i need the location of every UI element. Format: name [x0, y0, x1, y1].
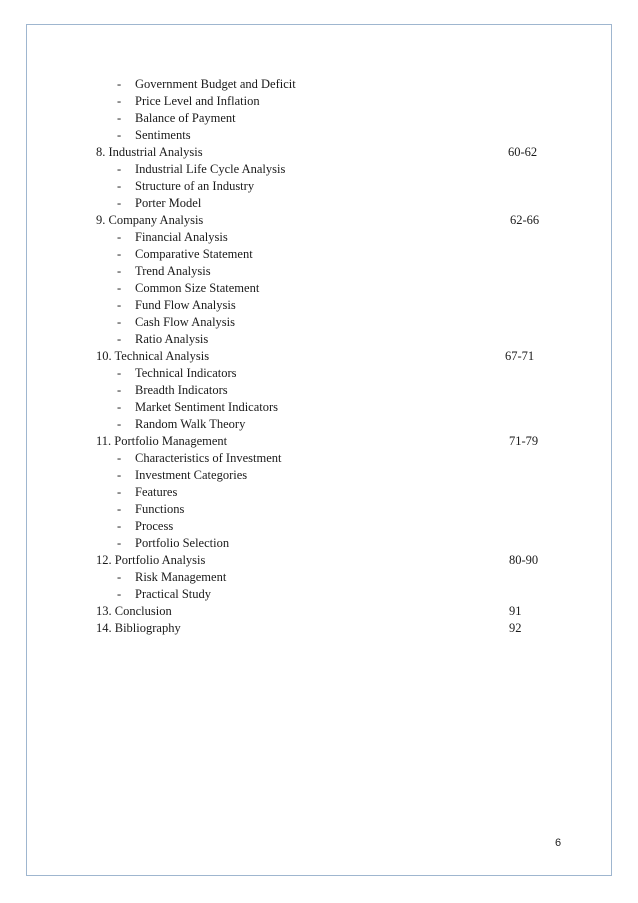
toc-entry-pages: 71-79 — [509, 434, 539, 448]
toc-subitem — [0, 382, 638, 399]
toc-subitem — [0, 110, 638, 127]
toc-entry-label: 9. Company Analysis — [96, 213, 204, 227]
toc-entry-pages: 80-90 — [509, 553, 539, 567]
bullet-dash: - — [117, 111, 122, 125]
toc-subitem — [0, 161, 638, 178]
bullet-dash: - — [117, 383, 122, 397]
toc-subitem — [0, 416, 638, 433]
toc-subitem — [0, 569, 638, 586]
toc-entry-label: 10. Technical Analysis — [96, 349, 210, 363]
toc-subitem — [0, 263, 638, 280]
bullet-dash: - — [117, 281, 122, 295]
bullet-dash: - — [117, 162, 122, 176]
toc-subitem — [0, 76, 638, 93]
toc-subitem — [0, 280, 638, 297]
toc-subitem-label: Comparative Statement — [135, 247, 253, 261]
toc-subitem — [0, 314, 638, 331]
bullet-dash: - — [117, 451, 122, 465]
toc-subitem-label: Fund Flow Analysis — [135, 298, 236, 312]
toc-subitem-label: Market Sentiment Indicators — [135, 400, 279, 414]
toc-subitem — [0, 246, 638, 263]
bullet-dash: - — [117, 587, 122, 601]
toc-subitem-label: Portfolio Selection — [135, 536, 230, 550]
toc-entry — [0, 620, 638, 637]
toc-entry-pages: 60-62 — [508, 145, 538, 159]
toc-subitem-label: Balance of Payment — [135, 111, 236, 125]
toc-subitem — [0, 535, 638, 552]
toc-entry — [0, 212, 638, 229]
bullet-dash: - — [117, 230, 122, 244]
toc-subitem-label: Price Level and Inflation — [135, 94, 260, 108]
bullet-dash: - — [117, 468, 122, 482]
toc-entry — [0, 144, 638, 161]
toc-subitem — [0, 450, 638, 467]
bullet-dash: - — [117, 179, 122, 193]
toc-subitem — [0, 127, 638, 144]
toc-subitem-label: Risk Management — [135, 570, 227, 584]
toc-subitem-label: Sentiments — [135, 128, 191, 142]
toc-subitem-label: Government Budget and Deficit — [135, 77, 296, 91]
toc-entry-label: 13. Conclusion — [96, 604, 172, 618]
bullet-dash: - — [117, 298, 122, 312]
toc-entry — [0, 552, 638, 569]
bullet-dash: - — [117, 519, 122, 533]
toc-subitem-label: Technical Indicators — [135, 366, 237, 380]
bullet-dash: - — [117, 332, 122, 346]
toc-entry-pages: 92 — [509, 621, 522, 635]
toc-subitem-label: Structure of an Industry — [135, 179, 255, 193]
toc-subitem — [0, 467, 638, 484]
toc-entry-pages: 62-66 — [510, 213, 540, 227]
toc-subitem-label: Financial Analysis — [135, 230, 228, 244]
bullet-dash: - — [117, 196, 122, 210]
toc-subitem — [0, 399, 638, 416]
bullet-dash: - — [117, 264, 122, 278]
bullet-dash: - — [117, 502, 122, 516]
toc-subitem — [0, 93, 638, 110]
toc-subitem — [0, 484, 638, 501]
toc-subitem — [0, 501, 638, 518]
bullet-dash: - — [117, 485, 122, 499]
toc-subitem-label: Random Walk Theory — [135, 417, 246, 431]
toc-subitem-label: Cash Flow Analysis — [135, 315, 236, 329]
bullet-dash: - — [117, 94, 122, 108]
table-of-contents — [0, 76, 638, 637]
toc-entry — [0, 348, 638, 365]
toc-subitem — [0, 518, 638, 535]
bullet-dash: - — [117, 570, 122, 584]
toc-subitem — [0, 586, 638, 603]
toc-entry — [0, 433, 638, 450]
page-number: 6 — [555, 837, 562, 849]
toc-entry-pages: 67-71 — [505, 349, 535, 363]
toc-subitem-label: Characteristics of Investment — [135, 451, 282, 465]
toc-entry-label: 8. Industrial Analysis — [96, 145, 203, 159]
toc-subitem — [0, 365, 638, 382]
toc-subitem-label: Investment Categories — [135, 468, 248, 482]
toc-subitem-label: Functions — [135, 502, 185, 516]
bullet-dash: - — [117, 366, 122, 380]
toc-subitem-label: Process — [135, 519, 174, 533]
toc-entry-label: 12. Portfolio Analysis — [96, 553, 206, 567]
toc-subitem-label: Features — [135, 485, 178, 499]
toc-entry-pages: 91 — [509, 604, 522, 618]
toc-subitem — [0, 229, 638, 246]
bullet-dash: - — [117, 315, 122, 329]
toc-entry — [0, 603, 638, 620]
toc-subitem-label: Porter Model — [135, 196, 202, 210]
bullet-dash: - — [117, 247, 122, 261]
bullet-dash: - — [117, 128, 122, 142]
toc-subitem-label: Common Size Statement — [135, 281, 260, 295]
toc-subitem-label: Ratio Analysis — [135, 332, 209, 346]
toc-subitem-label: Breadth Indicators — [135, 383, 228, 397]
toc-subitem-label: Industrial Life Cycle Analysis — [135, 162, 286, 176]
toc-subitem — [0, 195, 638, 212]
toc-subitem-label: Practical Study — [135, 587, 212, 601]
toc-subitem — [0, 331, 638, 348]
bullet-dash: - — [117, 536, 122, 550]
toc-subitem-label: Trend Analysis — [135, 264, 211, 278]
bullet-dash: - — [117, 77, 122, 91]
bullet-dash: - — [117, 400, 122, 414]
toc-entry-label: 11. Portfolio Management — [96, 434, 228, 448]
toc-entry-label: 14. Bibliography — [96, 621, 181, 635]
toc-subitem — [0, 178, 638, 195]
toc-subitem — [0, 297, 638, 314]
bullet-dash: - — [117, 417, 122, 431]
